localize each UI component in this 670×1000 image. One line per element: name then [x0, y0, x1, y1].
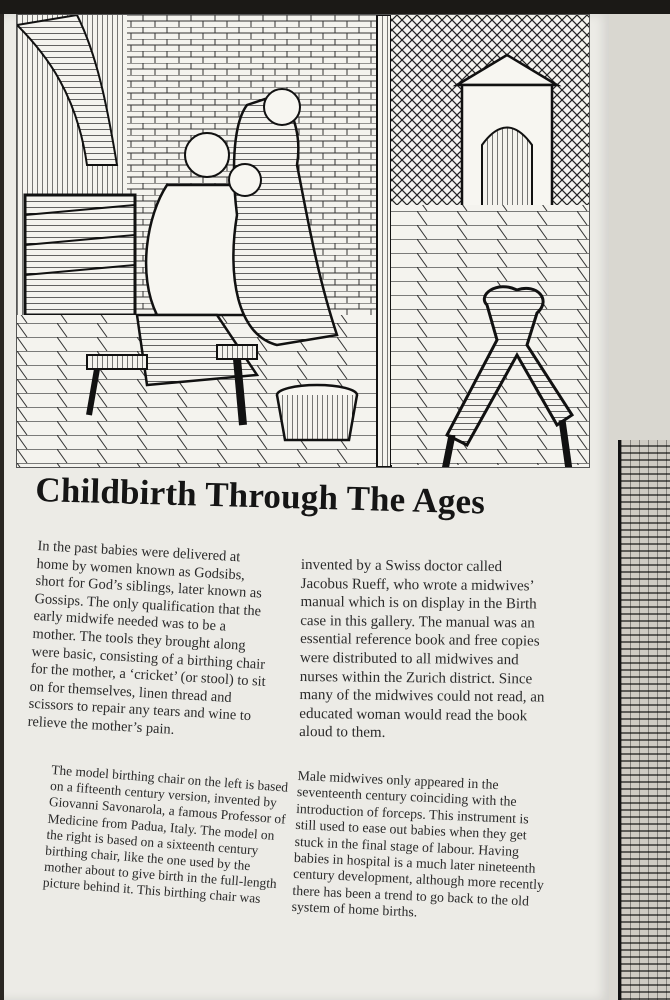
woodcut-illustration — [16, 14, 590, 468]
paragraph-godsibs: In the past babies were delivered at home by women known as Godsibs, short for God’s siblings, later known as Gossips. The only qualification that the early midwife needed was to be a mother. The tools they brought along were basic, consisting of a birthing chair for the mother, a ‘cricket’ (or stool) to sit on for themselves, linen thread and scissors to repair any tears and wine to relieve the mother’s pain. — [27, 538, 267, 738]
paragraph-birthing-chair: The model birthing chair on the left is based on a fifteenth century version, invented by Giovanni Savonarola, a famous Professor of Medicine from Padua, Italy. The model on the right is based on a sixteenth century birthing chair, like the one used by the mother about to give birth in the full-length picture behind it. This birthing chair was — [42, 762, 289, 907]
panel-title: Childbirth Through The Ages — [34, 470, 486, 522]
paragraph-male-midwives: Male midwives only appeared in the seventeenth century coinciding with the introduction of forceps. This instrument is still used to ease out babies when they get stuck in the final stage of labour. Having babies in hospital is a much later nineteenth century development, although more recently there has been a trend to go back to the old system of home births. — [291, 768, 545, 920]
top-dark-edge — [0, 0, 670, 14]
adjacent-engraving — [618, 440, 670, 1000]
paragraph-rueff-manual: invented by a Swiss doctor called Jacobus Rueff, who wrote a midwives’ manual which is on display in the Birth case in this gallery. The manual was an essential reference book and free copies were distributed to all midwives and nurses within the Zurich district. Since many of the midwives could not read, an educated woman would read the book aloud to them. — [299, 556, 545, 742]
